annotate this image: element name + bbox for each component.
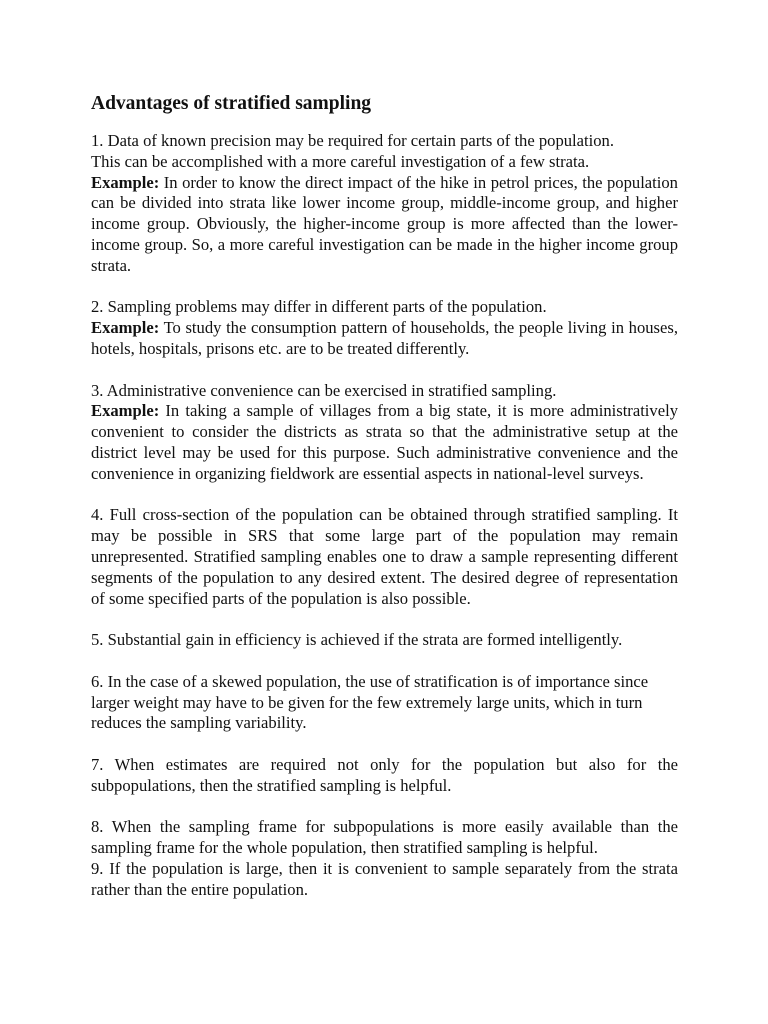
page-title: Advantages of stratified sampling [91, 93, 372, 114]
example-label: Example: [91, 318, 160, 338]
advantage-item-2 [91, 297, 678, 359]
example-text: In taking a sample of villages from a big state, it is more administratively convenient to consider the districts as strata so that the administrative setup at the district level may be used for this purpose. Such administrative convenience and the convenience in organizing fieldwork are essential aspects in national-level surveys. [91, 401, 678, 483]
advantage-item-9: 9. If the population is large, then it is convenient to sample separately from the strata rather than the entire population. [91, 858, 678, 899]
advantage-item-3 [91, 381, 678, 485]
example-text: To study the consumption pattern of households, the people living in houses, hotels, hospitals, prisons etc. are to be treated differently. [91, 318, 678, 358]
advantage-item-5: 5. Substantial gain in efficiency is achieved if the strata are formed intelligently. [91, 630, 623, 650]
advantage-2-line-1: 2. Sampling problems may differ in different parts of the population. [91, 297, 547, 317]
advantage-1-line-2: This can be accomplished with a more careful investigation of a few strata. [91, 151, 590, 171]
advantage-3-line-1: 3. Administrative convenience can be exercised in stratified sampling. [91, 380, 557, 400]
advantage-2-example [91, 318, 678, 360]
advantage-item-7: 7. When estimates are required not only for the population but also for the subpopulations, then the stratified sampling is helpful. [91, 754, 678, 795]
advantage-3-example [91, 401, 678, 484]
example-text: In order to know the direct impact of the hike in petrol prices, the population can be divided into strata like lower income group, middle-income group, and higher income group. Obviously, the higher-income group is more affected than the lower-income group. So, a more careful investigation can be made in the higher income group strata. [91, 172, 678, 275]
document-page [91, 92, 678, 900]
example-label: Example: [91, 172, 160, 192]
example-label: Example: [91, 401, 160, 421]
advantage-item-8: 8. When the sampling frame for subpopulations is more easily available than the sampling frame for the whole population, then stratified sampling is helpful. [91, 817, 678, 858]
advantage-item-1 [91, 131, 678, 277]
advantage-item-6: 6. In the case of a skewed population, the use of stratification is of importance since larger weight may have to be given for the few extremely large units, which in turn reduces the sampling variability. [91, 671, 649, 733]
advantage-1-example [91, 173, 678, 277]
advantage-item-4: 4. Full cross-section of the population can be obtained through stratified sampling. It may be possible in SRS that some large part of the population may remain unrepresented. Stratified sampling enables one to draw a sample representing different segments of the population to any desired extent. The desired degree of representation of some specified parts of the population is also possible. [91, 505, 678, 608]
advantage-1-line-1: 1. Data of known precision may be required for certain parts of the population. [91, 131, 614, 150]
